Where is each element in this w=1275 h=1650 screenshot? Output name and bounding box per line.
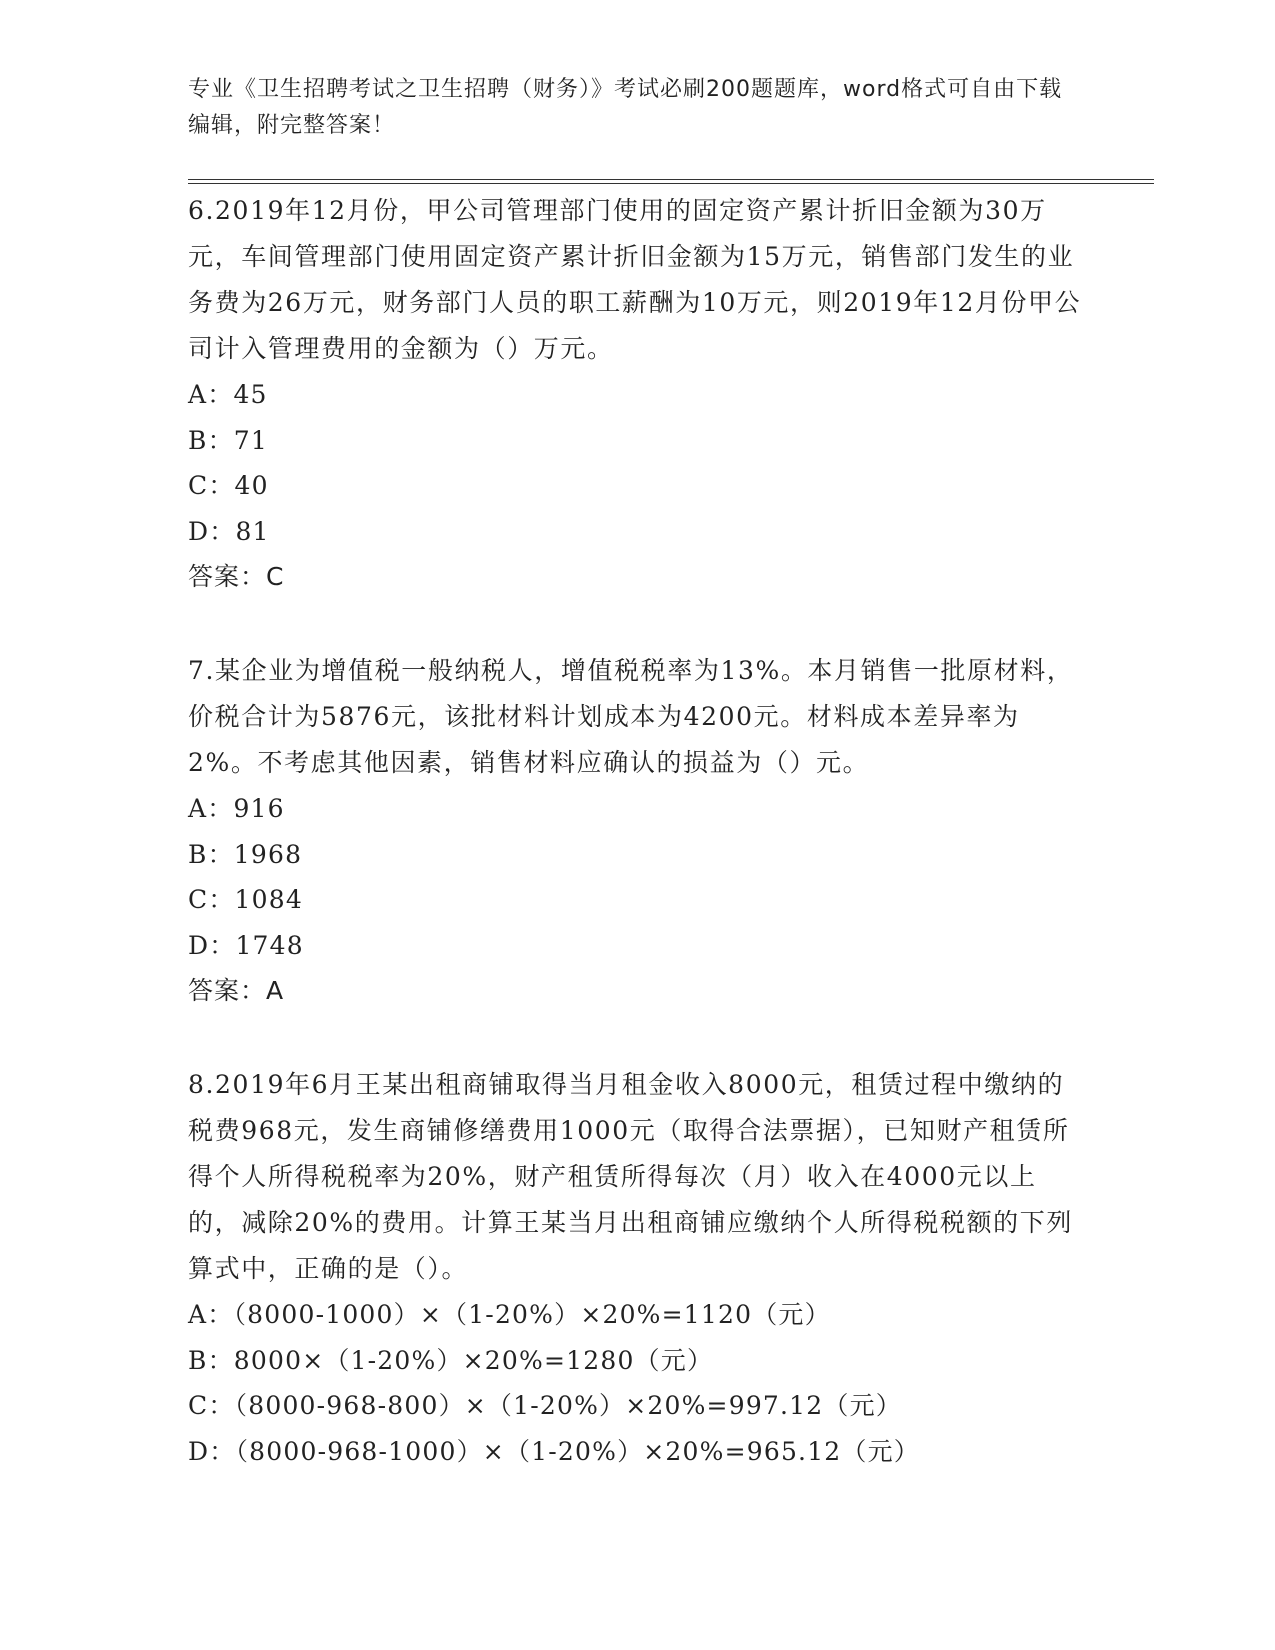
option-b: B：8000×（1-20%）×20%=1280（元） [188, 1345, 714, 1375]
option-d: D：1748 [188, 930, 304, 960]
question-gap [188, 600, 1088, 646]
option-a: A：45 [188, 380, 268, 409]
question-7 [188, 646, 1088, 1014]
option-c: C：1084 [188, 885, 303, 914]
option-b: B：1968 [188, 839, 303, 869]
question-6 [188, 186, 1088, 600]
question-gap [188, 1014, 1088, 1060]
option-d: D：（8000-968-1000）×（1-20%）×20%=965.12（元） [188, 1436, 921, 1466]
question-8 [188, 1060, 1088, 1474]
question-list [188, 186, 1088, 1474]
question-stem: 7.某企业为增值税一般纳税人，增值税税率为13%。本月销售一批原材料，价税合计为5876元，该批材料计划成本为4200元。材料成本差异率为2%。不考虑其他因素，销售材料应确认的损益为（）元。 [188, 656, 1074, 777]
option-c: C：40 [188, 471, 269, 500]
answer-line: 答案：C [188, 562, 285, 591]
option-a: A：916 [188, 794, 285, 823]
header-divider-top [188, 179, 1154, 180]
answer-line: 答案：A [188, 976, 285, 1005]
question-stem: 8.2019年6月王某出租商铺取得当月租金收入8000元，租赁过程中缴纳的税费968元，发生商铺修缮费用1000元（取得合法票据），已知财产租赁所得个人所得税税率为20%，财产租赁所得每次（月）收入在4000元以上的，减除20%的费用。计算王某当月出租商铺应缴纳个人所得税税额的下列算式中，正确的是（）。 [188, 1070, 1073, 1283]
option-d: D：81 [188, 516, 270, 546]
option-c: C：（8000-968-800）×（1-20%）×20%=997.12（元） [188, 1391, 902, 1420]
question-stem: 6.2019年12月份，甲公司管理部门使用的固定资产累计折旧金额为30万元，车间管理部门使用固定资产累计折旧金额为15万元，销售部门发生的业务费为26万元，财务部门人员的职工薪酬为10万元，则2019年12月份甲公司计入管理费用的金额为（）万元。 [188, 196, 1082, 363]
header-divider-bottom [188, 183, 1154, 184]
document-header: 专业《卫生招聘考试之卫生招聘（财务）》考试必刷200题题库，word格式可自由下载编辑，附完整答案！ [188, 77, 1063, 138]
option-a: A：（8000-1000）×（1-20%）×20%=1120（元） [188, 1300, 831, 1329]
option-b: B：71 [188, 425, 268, 455]
